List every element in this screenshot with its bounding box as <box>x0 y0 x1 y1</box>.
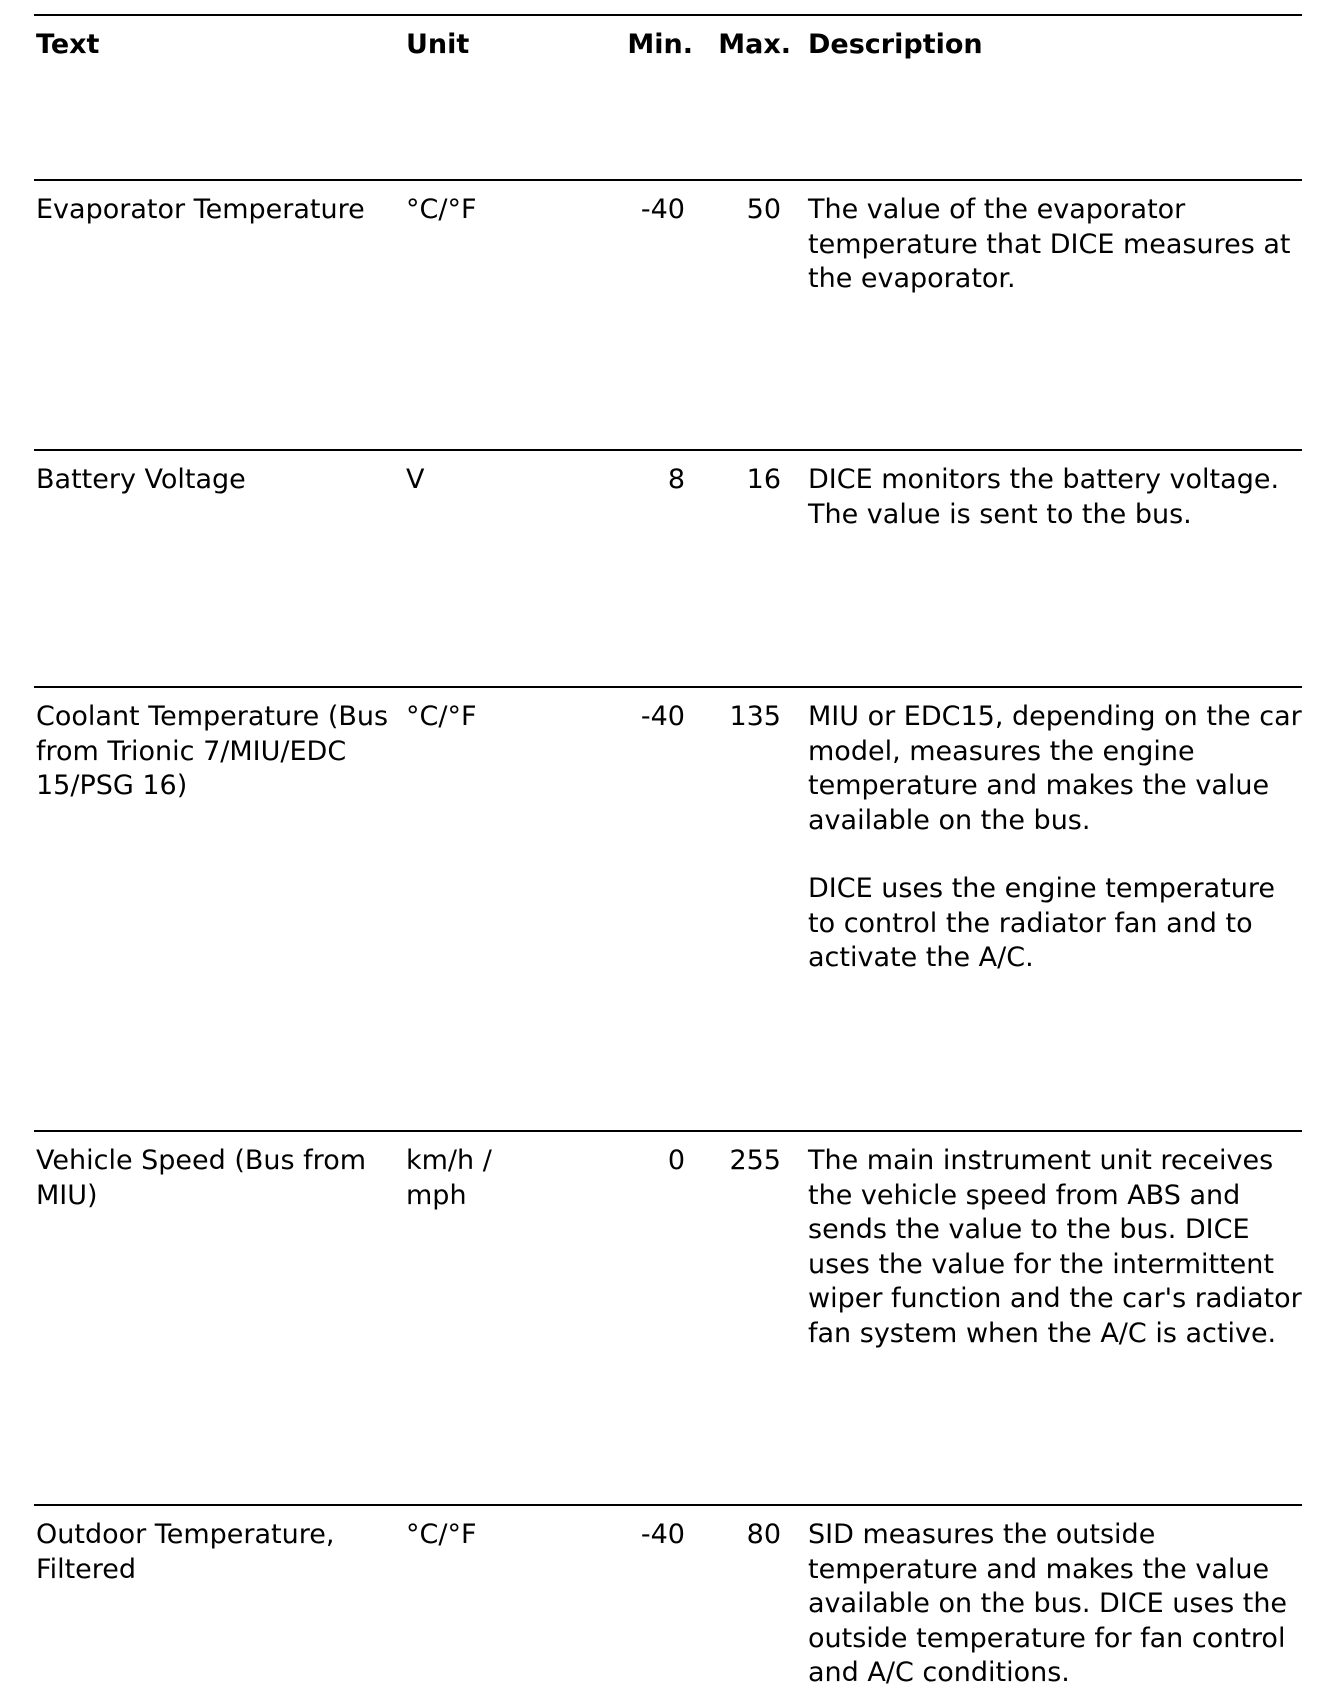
header-max: Max. <box>718 29 791 60</box>
row-max: 135 <box>729 701 781 732</box>
table-row <box>34 686 1302 1130</box>
description-paragraph: MIU or EDC15, depending on the car model, measures the engine temperature and makes the value available on the bus. <box>808 701 1302 836</box>
parameter-table <box>34 14 1302 1694</box>
row-max: 80 <box>746 1519 781 1550</box>
description-paragraph: DICE monitors the battery voltage. The value is sent to the bus. <box>808 464 1280 530</box>
table-row <box>34 1504 1302 1694</box>
description-paragraph: The value of the evaporator temperature that DICE measures at the evaporator. <box>808 194 1291 294</box>
row-max: 16 <box>746 464 781 495</box>
row-unit: °C/°F <box>406 1519 477 1550</box>
row-min: -40 <box>640 701 685 732</box>
table-row <box>34 179 1302 449</box>
row-unit: °C/°F <box>406 701 477 732</box>
row-text: Battery Voltage <box>36 464 246 495</box>
description-paragraph: The main instrument unit receives the vehicle speed from ABS and sends the value to the bus. DICE uses the value for the intermittent wiper function and the car's radiator fan system when the A/C is active. <box>808 1145 1302 1349</box>
row-min: -40 <box>640 194 685 225</box>
row-min: 0 <box>667 1145 685 1176</box>
description-paragraph: DICE uses the engine temperature to control the radiator fan and to activate the A/C. <box>808 873 1275 973</box>
row-text: Evaporator Temperature <box>36 194 365 225</box>
table-row <box>34 1130 1302 1504</box>
row-max: 50 <box>746 194 781 225</box>
row-description <box>808 463 1308 532</box>
row-description <box>808 700 1308 976</box>
row-description <box>808 1144 1308 1351</box>
row-min: -40 <box>640 1519 685 1550</box>
row-max: 255 <box>729 1145 781 1176</box>
row-unit: °C/°F <box>406 194 477 225</box>
header-unit: Unit <box>406 29 470 60</box>
row-unit: km/h / mph <box>406 1145 492 1211</box>
row-description <box>808 1518 1308 1691</box>
row-text: Outdoor Temperature, Filtered <box>36 1519 335 1585</box>
row-min: 8 <box>667 464 685 495</box>
header-description: Description <box>808 29 983 60</box>
row-description <box>808 193 1308 297</box>
row-text: Vehicle Speed (Bus from MIU) <box>36 1145 367 1211</box>
row-text: Coolant Temperature (Bus from Trionic 7/MIU/EDC 15/PSG 16) <box>36 701 389 801</box>
table-row <box>34 449 1302 686</box>
description-paragraph: SID measures the outside temperature and makes the value available on the bus. DICE uses the outside temperature for fan control and A/C conditions. <box>808 1519 1288 1688</box>
row-unit: V <box>406 464 425 495</box>
header-min: Min. <box>627 29 693 60</box>
header-text: Text <box>36 29 100 60</box>
table-header-row <box>34 14 1302 179</box>
